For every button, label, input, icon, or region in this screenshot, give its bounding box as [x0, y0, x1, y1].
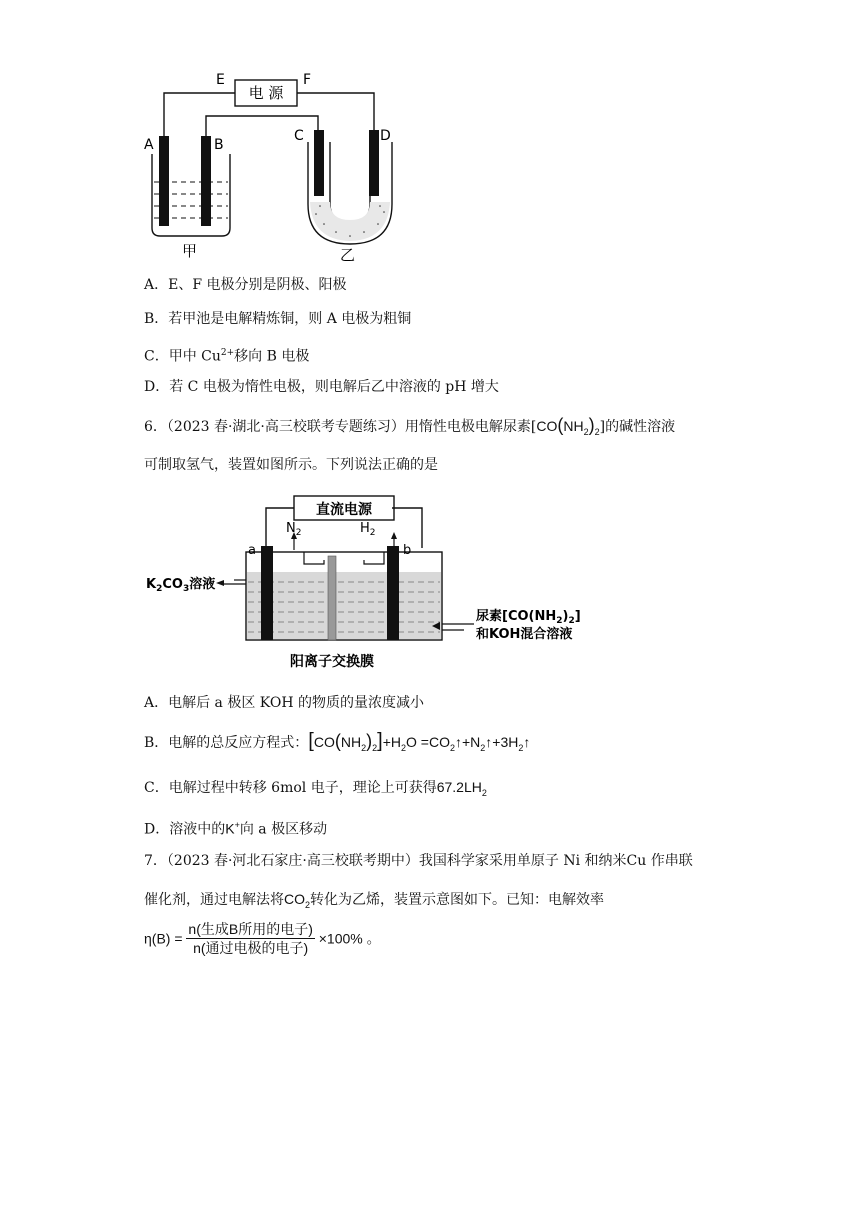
power-source-label: 电 源: [248, 84, 284, 102]
q6-option-c: C．电解过程中转移 6mol 电子，理论上可获得$67.2LH_2$: [144, 779, 487, 798]
q5-option-a: A．E、F 电极分别是阴极、阳极: [144, 277, 347, 293]
electrode-b: [387, 546, 399, 640]
q5-option-b: B．若甲池是电解精炼铜，则 A 电极为粗铜: [144, 311, 412, 327]
q6-option-d: D．溶液中的K+向 a 极区移动: [144, 820, 328, 838]
q6-option-a: A．电解后 a 极区 KOH 的物质的量浓度减小: [144, 695, 425, 711]
svg-text:H2: $H_2$: [360, 521, 376, 538]
label-yi: 乙: [340, 246, 356, 264]
label-d: D: [380, 128, 391, 144]
figure-electrolysis-cells: [140, 64, 440, 268]
label-a: A: [144, 137, 154, 153]
fig2-label-b: b: [403, 543, 412, 558]
q6-stem-line2: 可制取氢气，装置如图所示。下列说法正确的是: [144, 457, 438, 473]
svg-text:N2: $N_2$: [286, 521, 302, 538]
q7-efficiency-formula: η(B) = $\frac{\text{n(生成B所用的电子)}}{\text{n(通过电极的电子)}}$ ×100% 。: [144, 921, 381, 956]
electrode-a: [159, 136, 169, 226]
q5-option-d: D．若 C 电极为惰性电极，则电解后乙中溶液的 pH 增大: [144, 379, 499, 395]
label-jia: 甲: [182, 242, 198, 260]
electrode-c: [314, 130, 324, 196]
q6-stem-line1: 6．（2023 春·湖北·高三校联考专题练习）用惰性电极电解尿素$[CO(NH_2)_2]$的碱性溶液: [144, 415, 676, 437]
k2co3-label: $K_2CO_3$溶液: [146, 577, 216, 594]
membrane-label: 阳离子交换膜: [290, 654, 374, 670]
fig2-label-a: a: [248, 543, 256, 558]
electrode-d: [369, 130, 379, 196]
label-c: C: [294, 128, 304, 144]
label-f: F: [303, 72, 312, 88]
cation-exchange-membrane: [328, 556, 336, 640]
q7-stem-line1: 7．（2023 春·河北石家庄·高三校联考期中）我国科学家采用单原子 Ni 和纳米Cu 作串联: [144, 853, 693, 869]
q6-option-b: B．电解的总反应方程式：$[CO(NH_2)_2]+H_2O$ $=CO_2↑+N_2↑+3H_2↑$: [144, 730, 531, 753]
electrode-b: [201, 136, 211, 226]
urea-label-line2: 和KOH混合溶液: [476, 627, 573, 642]
q7-stem-line2: 催化剂，通过电解法将$CO_2$转化为乙烯，装置示意图如下。已知：电解效率: [144, 891, 605, 910]
urea-label-line1: 尿素$[CO(NH_2)_2]$: [476, 609, 581, 626]
figure-urea-electrolysis: [144, 492, 581, 672]
label-b: B: [214, 137, 224, 153]
dc-source-label: 直流电源: [316, 502, 372, 518]
label-e: E: [216, 72, 225, 88]
q5-option-c: C．甲中 $Cu^{2+}$移向 B 电极: [144, 348, 310, 365]
electrode-a: [261, 546, 273, 640]
